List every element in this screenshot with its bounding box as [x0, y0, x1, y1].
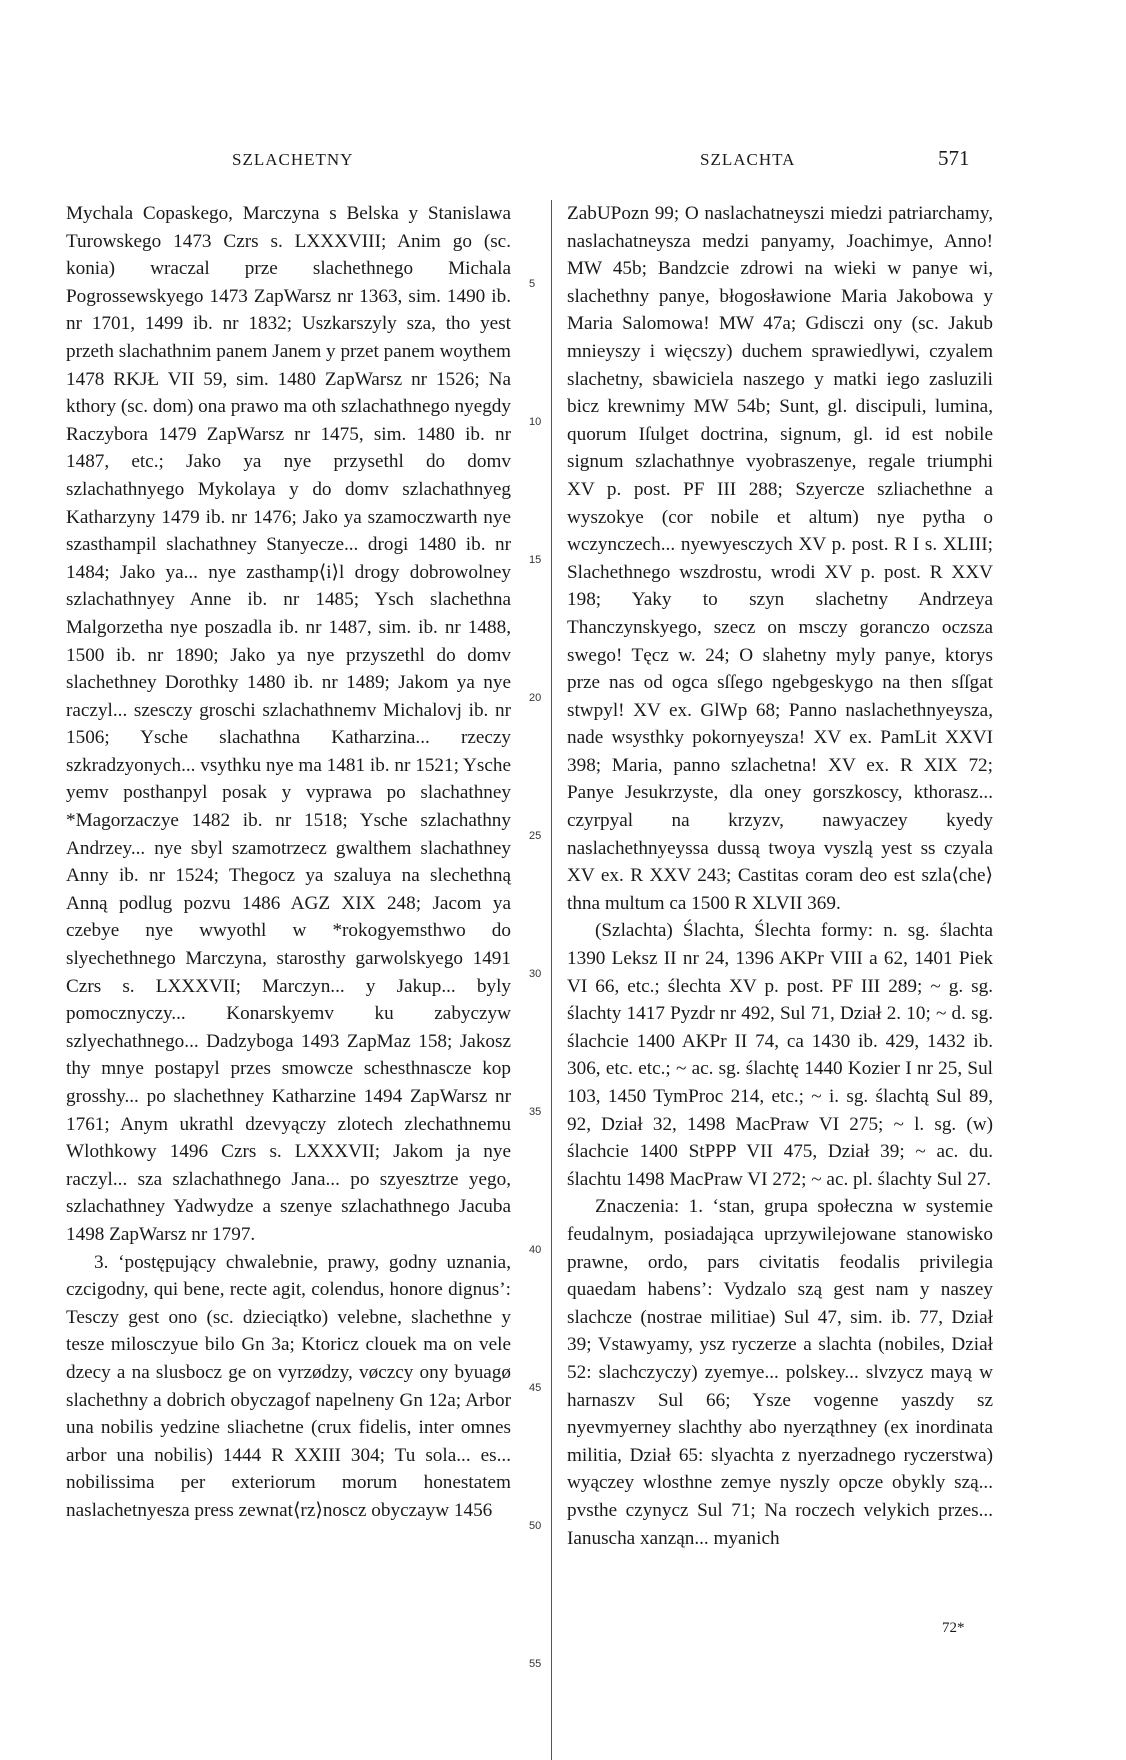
line-number: 30: [529, 968, 542, 980]
entry-paragraph: Mychala Copaskego, Marczyna s Belska y Stanislawa Turowskego 1473 Czrs s. LXXXVIII; Anim go (sc. konia) wraczal prze slachethnego Michala Pogrossewskyego 1473 ZapWarsz nr 1363, sim. 1490 ib. nr 1701, 1499 ib. nr 1832; Uszkarszyly sza, tho yest przeth slachathnim panem Janem y przet panem woythem 1478 RKJŁ VII 59, sim. 1480 ZapWarsz nr 1526; Na kthory (sc. dom) ona prawo ma oth szlachathnego nyegdy Raczybora 1479 ZapWarsz nr 1475, sim. 1480 ib. nr 1487, etc.; Jako ya nye przysethl do domv szlachathnyego Mykolaya y do domv szlachathnyeg Katharzyny 1479 ib. nr 1476; Jako ya szamoczwarth nye szasthampil slachathney Stanyecze... drogi 1480 ib. nr 1484; Jako ya... nye zasthamp⟨i⟩l drogy dobrowolney szlachathnyey Anne ib. nr 1485; Ysch slachethna Malgorzetha nye poszadla ib. nr 1487, sim. ib. nr 1488, 1500 ib. nr 1890; Jako ya nye przyszethl do domv slachethney Dorothky 1480 ib. nr 1489; Jakom ya nye raczyl... szesczy groschi szlachathnemv Michalovj ib. nr 1506; Ysche slachathna Katharzina... rzeczy szkradzyonych... vsythku nye ma 1481 ib. nr 1521; Ysche yemv posthanpyl posak y vyprawa po slachathney *Magorzaczye 1482 ib. nr 1518; Ysche szlachathny Andrzey... nye sbyl szamotrzecz gwalthem slachathney Anny ib. nr 1524; Thegocz ya szaluya na slechethną Anną podlug pozvu 1486 AGZ XIX 248; Jacom ya czebye nye wwyothl w *rokogyemsthwo do slyechethnego Marczyna, starosthy garwolskyego 1491 Czrs s. LXXXVII; Marczyn... y Jakup... byly pomocznyczy... Konarskyemv ku zabyczyw szlyechathnego... Dadzyboga 1493 ZapMaz 158; Jakosz thy mnye postapyl przes smowcze schesthnascze kop grosshy... po slachethney Katharzine 1494 ZapWarsz nr 1761; Anym ukrathl dzevyączy zlotech zlechathnemu Wlothkowy 1496 Czrs s. LXXXVII; Jakom ja nye raczyl... sza szlachathnego Jana... po szyesztrze yego, szlachathney Yadwydze a szenye szlachathnego Jacuba 1498 ZapWarsz nr 1797.: [66, 203, 511, 1245]
entry-paragraph: Znaczenia: 1. ʻstan, grupa społeczna w systemie feudalnym, posiadająca uprzywilejowane stanowisko prawne, ordo, pars civitatis feodalis privilegia quaedam habensʼ: Vydzalo szą gest nam y naszey slachcze (nostrae militiae) Sul 47, sim. ib. 77, Dział 39; Vstawyamy, ysz ryczerze a slachta (nobiles, Dział 52: slachczyczy) zyemye... polskey... slvzycz mayą w harnaszv Sul 66; Ysze vogenne yaszdy sz nyevmyerney slachthy abo nyerząthney (ex inordinata militia, Dział 65: slyachta z nyerzadnego ryczerstwa) wyączey wlosthne zemye nyszly opcze obykly szą... pvsthe czynycz Sul 71; Na roczech velykich przes... Ianuscha xanząn... myanich: [567, 1196, 993, 1549]
left-column: [66, 200, 511, 1525]
line-number: 40: [529, 1244, 542, 1256]
line-number: 10: [529, 416, 542, 428]
entry-paragraph: 3. ʻpostępujący chwalebnie, prawy, godny uznania, czcigodny, qui bene, recte agit, colendus, honore dignusʼ: Tesczy gest ono (sc. dzieciątko) velebne, slachethne y tesze milosczyue bilo Gn 3a; Ktoricz clouek ma on vele dzecy a na slusbocz ge on vyrzødzy, vøczcy ony byuagø slachethny a dobrich obyczagof napelneny Gn 12a; Arbor una nobilis yedzine sliachetne (crux fidelis, inter omnes arbor una nobilis) 1444 R XXIII 304; Tu sola... es... nobilissima per exteriorum morum honestatem naslachetnyesza press zewnat⟨rz⟩noscz obyczayw 1456: [66, 1251, 511, 1521]
running-header-left: SZLACHETNY: [232, 150, 354, 169]
column-divider: [551, 200, 553, 1760]
signature-mark: 72*: [942, 1620, 965, 1636]
running-header-center: SZLACHTA: [700, 150, 796, 169]
line-number: 35: [529, 1106, 542, 1118]
page-number: 571: [938, 146, 970, 170]
right-column: [567, 200, 993, 1552]
entry-paragraph: (Szlachta) Ślachta, Ślechta formy: n. sg. ślachta 1390 Leksz II nr 24, 1396 AKPr VIII a 62, 1401 Piek VI 66, etc.; ślechta XV p. post. PF III 289; ~ g. sg. ślachty 1417 Pyzdr nr 492, Sul 71, Dział 2. 10; ~ d. sg. ślachcie 1400 AKPr II 74, ca 1430 ib. 429, 1432 ib. 306, etc. etc.; ~ ac. sg. ślachtę 1440 Kozier I nr 25, Sul 103, 1450 TymProc 214, etc.; ~ i. sg. ślachtą Sul 89, 92, Dział 32, 1498 MacPraw VI 275; ~ l. sg. (w) ślachcie 1400 StPPP VII 475, Dział 39; ~ ac. du. ślachtu 1498 MacPraw VI 272; ~ ac. pl. ślachty Sul 27.: [567, 920, 993, 1190]
line-number: 20: [529, 692, 542, 704]
line-number: 50: [529, 1520, 542, 1532]
line-number: 55: [529, 1658, 542, 1670]
entry-paragraph: ZabUPozn 99; O naslachatneyszi miedzi patriarchamy, naslachatneysza medzi panyamy, Joachimye, Anno! MW 45b; Bandzcie zdrowi na wieki w panye wi, slachethny panye, błogosławione Maria Jakobowa y Maria Salomowa! MW 47a; Gdisczi ony (sc. Jakub mnieyszy i więcszy) duchem sprawiedlywi, czyalem slachetny, sbawiciela naszego y matki iego zasluzili bicz krewnimy MW 54b; Sunt, gl. discipuli, lumina, quorum Iſulget doctrina, signum, gl. id est nobile signum szlachathnye vyobraszenye, regale triumphi XV p. post. PF III 288; Szyercze szliachethne a wyszokye (cor nobile et altum) nye pytha o wczynczech... nyewyesczych XV p. post. R I s. XLIII; Slachethnego wszdrostu, wrodi XV p. post. R XXV 198; Yaky to szyn slachetny Andrzeya Thanczynskyego, szecz on msczy goranczo oczsza swego! Tęcz w. 24; O slahetny myly panye, ktorys prze nas od ogca sſſego ngebgeskygo na then sſſgat stwpyl! XV ex. GlWp 68; Panno naslachethnyeysza, nade wsysthky pokornyeysza! XV ex. PamLit XXVI 398; Maria, panno szlachetna! XV ex. R XIX 72; Panye Jesukrzyste, dla oney gorszkoscy, kthorasz... czyrpyal na krzyzv, nawyaczey kyedy naslachethnyeyssa dussą twoya vyszlą yest ss czyala XV ex. R XXV 243; Castitas coram deo est szla⟨che⟩thna multum ca 1500 R XLVII 369.: [567, 203, 993, 914]
line-number: 15: [529, 554, 542, 566]
line-number: 45: [529, 1382, 542, 1394]
line-number: 25: [529, 830, 542, 842]
line-number: 5: [529, 278, 536, 290]
